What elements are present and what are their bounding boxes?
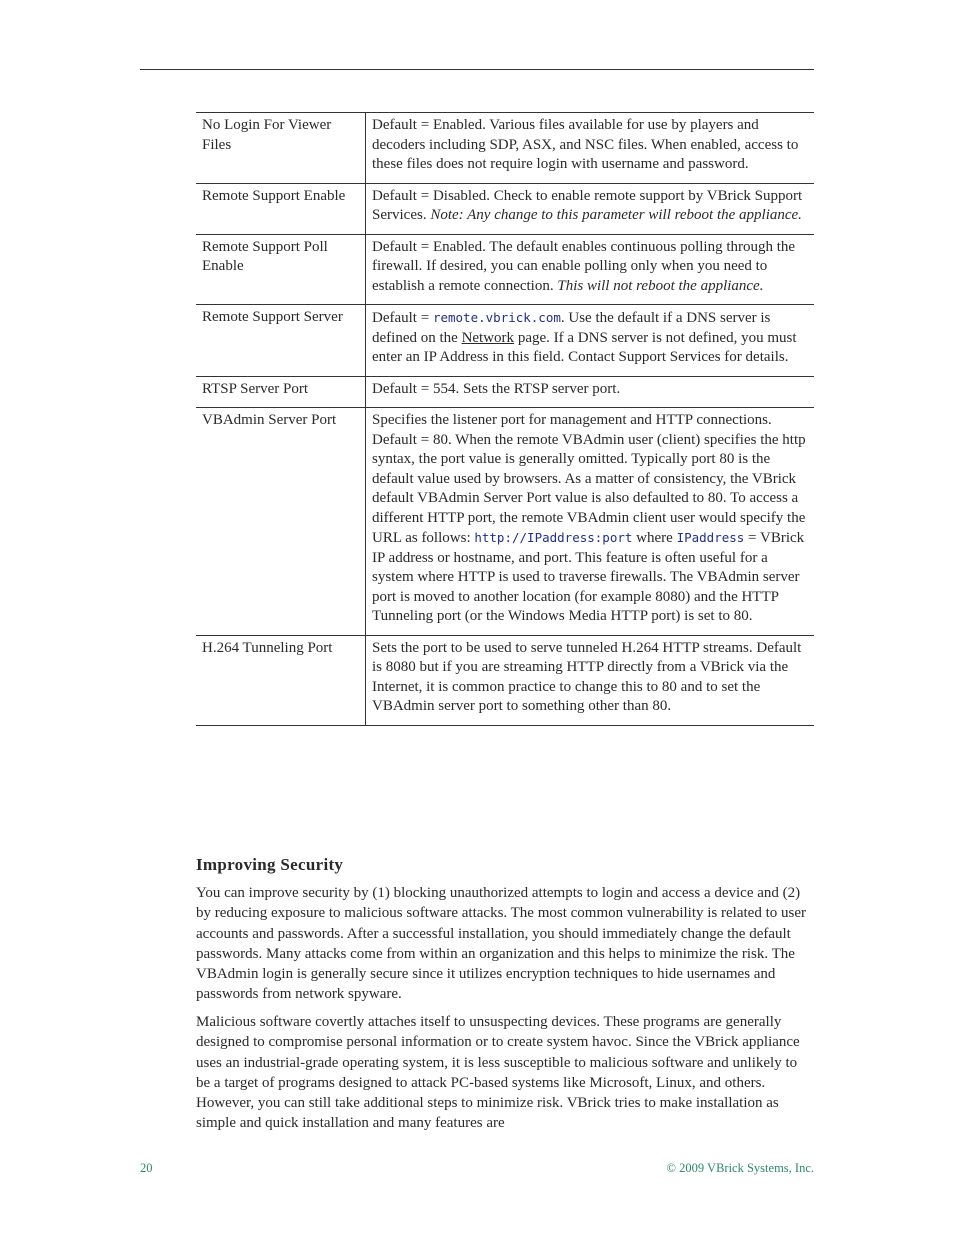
code-ipaddress: IPaddress [676,530,745,545]
param-note: Note: Any change to this parameter will reboot the appliance. [430,207,802,223]
table-row [196,234,814,305]
param-description-text: = VBrick IP address or hostname, and port. This feature is often useful for a system where HTTP is used to traverse firewalls. The VBAdmin server port is moved to another location (for example 8080) and the HTTP Tunneling port (or the Windows Media HTTP port) is set to 80. [372,530,805,624]
table-row [196,113,814,184]
param-description-text: Specifies the listener port for management and HTTP connections. Default = 80. When the remote VBAdmin user (client) specifies the http syntax, the port value is generally omitted. Typically port 80 is the default value used by browsers. As a matter of consistency, the VBrick default VBAdmin Server Port value is also defaulted to 80. To access a different HTTP port, the remote VBAdmin client user would specify the URL as follows: [372,412,806,546]
param-description: Default = Enabled. Various files available for use by players and decoders including SDP, ASX, and NSC files. When enabled, access to these files does not require login with username and password. [366,113,815,184]
param-description-text: Default = Disabled. Check to enable remote support by VBrick Support Services. [372,187,803,223]
body-paragraph: Malicious software covertly attaches itself to unsuspecting devices. These programs are generally designed to compromise personal information or to create system havoc. Since the VBrick appliance uses an industrial-grade operating system, it is less susceptible to malicious software and unlikely to be a target of programs designed to attack PC-based systems like Microsoft, Linux, and others. However, you can still take additional steps to minimize risk. VBrick tries to make installation as simple and quick installation and many features are [196,1014,800,1132]
table-row [196,183,814,234]
param-name: Remote Support Server [196,305,366,377]
param-name: Remote Support Enable [196,183,366,234]
param-name: Remote Support Poll Enable [196,234,366,305]
section-heading: Improving Security [196,855,344,874]
param-description [366,305,815,377]
param-description: Sets the port to be used to serve tunneled H.264 HTTP streams. Default is 8080 but if you are streaming HTTP directly from a VBrick via the Internet, it is common practice to change this to 80 and to set the VBAdmin server port to something other than 80. [366,635,815,725]
param-description-text: Default = [372,310,433,326]
param-name: RTSP Server Port [196,376,366,408]
table-row [196,376,814,408]
table-row [196,635,814,725]
param-note: This will not reboot the appliance. [557,277,764,294]
table-row [196,408,814,636]
param-description-text: Default = Enabled. The default enables continuous polling through the firewall. If desired, you can enable polling only when you need to establish a remote connection. [372,238,796,294]
param-name: VBAdmin Server Port [196,408,366,636]
header-rule [140,69,814,70]
param-description-text: where [632,530,677,546]
code-url: http://IPaddress:port [474,530,633,545]
code-hostname: remote.vbrick.com [432,310,561,325]
param-description [366,183,815,234]
param-name: No Login For Viewer Files [196,113,366,184]
page-number: 20 [140,1161,153,1175]
param-description [366,234,815,305]
param-description [366,408,815,636]
table-row [196,305,814,377]
param-description-text: page. If a DNS server is not defined, you must enter an IP Address in this field. Contact Support Services for details. [372,329,797,365]
network-page-link[interactable]: Network [461,329,515,346]
param-name: H.264 Tunneling Port [196,635,366,725]
param-description-text: . Use the default if a DNS server is defined on the [372,310,771,346]
param-description: Default = 554. Sets the RTSP server port. [366,376,815,408]
body-paragraph: You can improve security by (1) blocking unauthorized attempts to login and access a device and (2) by reducing exposure to malicious software attacks. The most common vulnerability is related to user accounts and passwords. After a successful installation, you should immediately change the default passwords. Many attacks come from within an organization and this helps to minimize the risk. The VBAdmin login is generally secure since it utilizes encryption techniques to hide usernames and passwords from network spyware. [196,885,806,1003]
parameter-table [196,112,814,726]
footer-copyright: © 2009 VBrick Systems, Inc. [666,1161,814,1175]
